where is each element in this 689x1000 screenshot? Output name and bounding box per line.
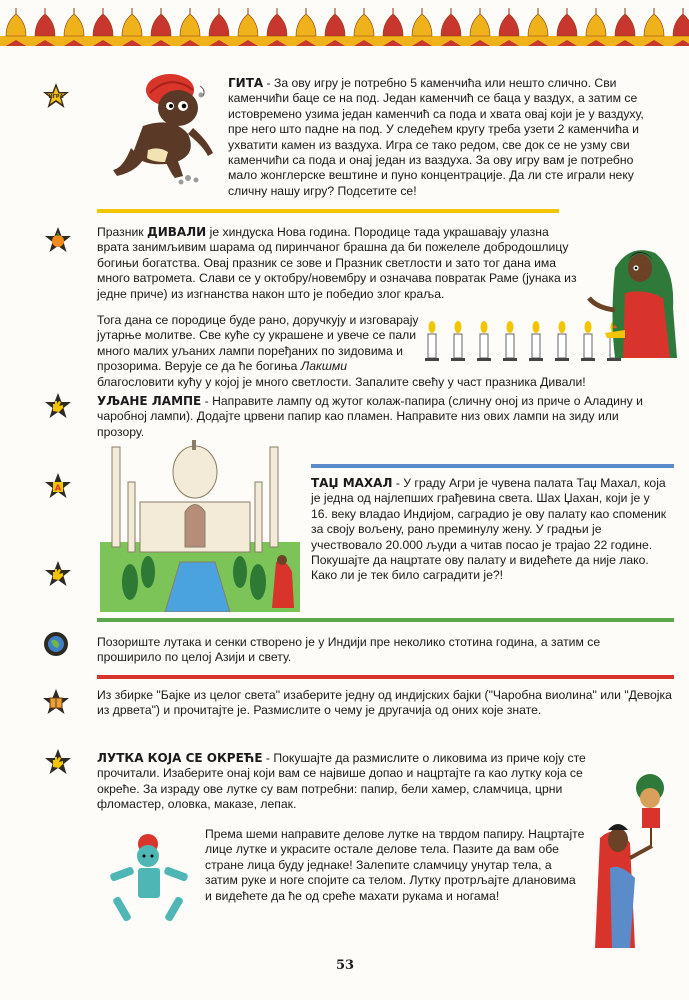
- boy-playing-stones-illustration: [103, 68, 228, 188]
- border-dome: [644, 14, 664, 36]
- taj-title: ТАЏ МАХАЛ: [311, 476, 393, 490]
- border-dome: [267, 14, 287, 36]
- puppet-parts-illustration: [100, 832, 200, 932]
- border-dome: [122, 14, 142, 36]
- gita-text: - За ову игру је потребно 5 каменчића или нешто слично. Сви каменчићи баце се на под. Један каменчић се баца у ваздух, а затим се истовремено узима један каменчић са пода и хвата овај који је у ваздуху, пре него што падне на под. У следећем кругу треба узети 2 каменчића и ухватити камен из ваздуха. Игра се тако редом, све док се не узму сви каменчићи са пода и онај један из ваздуха. За ову игру вам је потребно мало жонглерске вештине и пуно концентрације. Да ли сте играли неку сличну нашу игру? Подсетите се!: [228, 76, 644, 198]
- border-dome: [209, 14, 229, 36]
- divali-prefix: Празник: [97, 225, 148, 239]
- hand-star-icon: [43, 748, 73, 778]
- taj-text: - У граду Агри је чувена палата Таџ Махал, која је једна од најлепших грађевина света. Шах Џахан, који је у 16. веку владао Индијом, саградио је ову палату као споменик за своју вољену, рано преминулу жену. У градњи је учествовало 20.000 људи а читав посао је трајао 22 године.: [311, 476, 667, 552]
- divali-text-2: Тога дана се породице буде рано, доручкују и изговарају јутарње молитве. Све куће су украшене и увече се пали много малих уљаних лампи поређаних по зидовима и прозорима. Верује се да ће богиња: [97, 313, 419, 374]
- border-dome: [35, 14, 55, 36]
- taj-paragraph: [311, 476, 667, 584]
- gita-paragraph: [228, 76, 656, 199]
- border-dome: [93, 14, 113, 36]
- candle: [506, 334, 514, 358]
- divali-text-1: је хиндуска Нова година. Породице тада украшавају улазна врата занимљивим шарама од пиринчаног брашна да би пожелеле добродошлицу богињи богатства. Овај празник се зове и Празник светлости и зато тог дана има много ватромета. Слави се у октобру/новембру и означава повратак Раме (јунака из једне приче) из изгнанства након што је победио злог краља.: [97, 225, 577, 301]
- border-dome: [557, 14, 577, 36]
- border-dome: [470, 14, 490, 36]
- candle: [558, 334, 566, 358]
- candle: [532, 334, 540, 358]
- letter-a-badge-icon: [43, 472, 73, 502]
- svg-text:A: A: [54, 483, 62, 493]
- decorative-top-border: [0, 0, 689, 52]
- border-dome: [151, 14, 171, 36]
- globe-icon: [41, 629, 71, 659]
- divider-rule-blue: [311, 464, 674, 468]
- divider-rule-yellow: [97, 209, 559, 213]
- candle-flame: [533, 321, 540, 333]
- candle-base: [529, 358, 543, 361]
- candle-flame: [507, 321, 514, 333]
- border-dome: [673, 14, 689, 36]
- hand-star-icon: [43, 560, 73, 590]
- border-dome: [412, 14, 432, 36]
- gita-title: ГИТА: [228, 76, 264, 90]
- border-dome: [499, 14, 519, 36]
- border-dome: [528, 14, 548, 36]
- hand-star-icon: [43, 392, 73, 422]
- game-badge-icon: [41, 82, 71, 112]
- candle-base: [555, 358, 569, 361]
- candle-flame: [455, 321, 462, 333]
- candle-base: [477, 358, 491, 361]
- tales-text: Из збирке "Бајке из целог света" изаберите једну од индијских бајки ("Чаробна виолина" или "Девојка из дрвета") и прочитајте је. Размислите о чему је другачија од оних које знате.: [97, 688, 672, 718]
- border-dome: [354, 14, 374, 36]
- border-dome: [180, 14, 200, 36]
- candle: [428, 334, 436, 358]
- pumpkin-lantern-icon: [43, 226, 73, 256]
- divali-paragraph-3: [97, 375, 617, 390]
- theatre-paragraph: [97, 635, 657, 666]
- divali-paragraph-1: [97, 225, 577, 302]
- border-dome: [615, 14, 635, 36]
- lamps-title: УЉАНЕ ЛАМПЕ: [97, 394, 202, 408]
- border-dome: [296, 14, 316, 36]
- theatre-text: Позориште лутака и сенки створено је у Индији пре неколико стотина година, а затим се проширило по целој Азији и свету.: [97, 635, 601, 665]
- candle-flame: [429, 321, 436, 333]
- game-badge-label: ИГРА: [48, 94, 64, 100]
- border-dome: [441, 14, 461, 36]
- divali-title: ДИВАЛИ: [147, 225, 207, 239]
- page-number: 53: [335, 958, 355, 973]
- puppet-instructions: [205, 827, 585, 904]
- border-dome: [586, 14, 606, 36]
- candle: [454, 334, 462, 358]
- divali-goddess-name: Лакшми: [300, 359, 347, 374]
- puppet-text: - Покушајте да размислите о ликовима из приче коју сте прочитали. Изаберите онај који вам се највише допао и нацртајте га као лутку која се окреће. За израду ове лутке су вам потребни: папир, бели хамер, сламчица, црни фломастер, оловка, маказе, лепак.: [97, 751, 586, 812]
- candle: [480, 334, 488, 358]
- border-dome: [64, 14, 84, 36]
- puppet-title: ЛУТКА КОЈА СЕ ОКРЕЋЕ: [97, 751, 263, 765]
- candle-base: [503, 358, 517, 361]
- taj-mahal-illustration: [100, 432, 300, 612]
- tales-paragraph: [97, 688, 672, 719]
- indian-woman-with-lamp-illustration: [585, 238, 685, 363]
- divali-text-3: благословити кућу у којој је много светлости. Запалите свећу у част празника Дивали!: [97, 375, 586, 389]
- border-dome: [238, 14, 258, 36]
- candle-flame: [481, 321, 488, 333]
- candle-flame: [559, 321, 566, 333]
- candle-base: [425, 358, 439, 361]
- puppet-text-2: Према шеми направите делове лутке на тврдом папиру. Нацртајте лице лутке и украсите остале делове тела. Пазите да вам обе стране лица буду једнаке! Залепите сламчицу унутар тела, а затим руке и ноге спојите са телом. Лутку протрљајте длановима и видећете да ће од среће махати рукама и ногама!: [205, 827, 585, 903]
- border-dome: [6, 14, 26, 36]
- divider-rule-green: [97, 618, 674, 622]
- taj-text-2: Покушајте да нацртате ову палату и видећете да није лако. Како ли је тек било саградити је?!: [311, 553, 649, 583]
- puppet-paragraph: [97, 751, 594, 813]
- divali-paragraph-2: [97, 313, 421, 375]
- border-dome: [383, 14, 403, 36]
- lamps-text: - Направите лампу од жутог колаж-папира (сличну оној из приче о Аладину и чаробној лампи). Додајте црвени папир као пламен. Направите низ ових лампи на зиду или прозору.: [97, 394, 643, 439]
- candle-base: [451, 358, 465, 361]
- book-icon: [41, 688, 71, 718]
- border-dome: [325, 14, 345, 36]
- divider-rule-red: [97, 675, 674, 679]
- girl-with-puppet-illustration: [590, 768, 685, 953]
